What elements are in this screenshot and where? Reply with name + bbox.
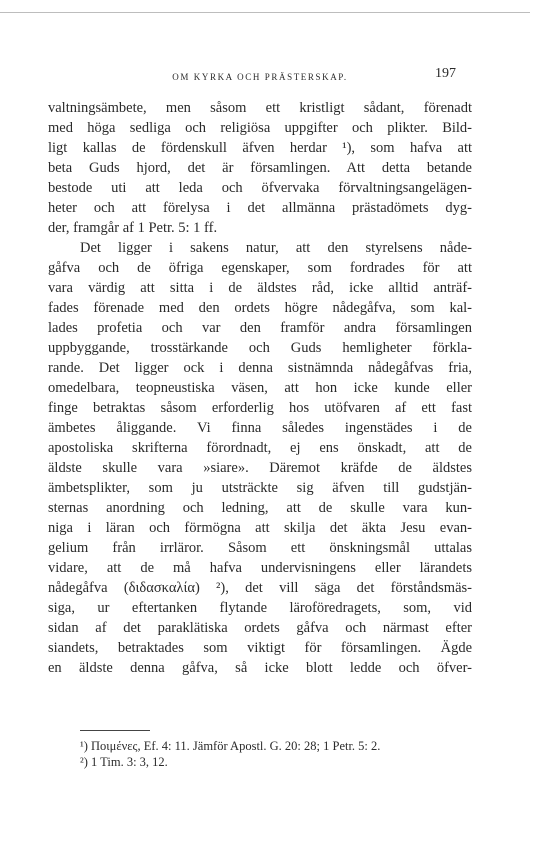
text-line: niga i läran och förmögna att skilja det äkta Jesu evan- (48, 520, 472, 536)
page-number: 197 (435, 66, 456, 81)
footnote: ²) 1 Tim. 3: 3, 12. (80, 755, 168, 769)
text-line: nådegåfva (διδασκαλία) ²), det vill säga det förståndsmäs- (48, 580, 472, 596)
text-line: beta Guds hjord, det är församlingen. Att detta betande (48, 160, 472, 176)
text-line: Det ligger i sakens natur, att den styrelsens nåde- (80, 240, 472, 256)
text-line: der, framgår af 1 Petr. 5: 1 ff. (48, 220, 218, 236)
footnote: ¹) Ποιμένες, Ef. 4: 11. Jämför Apostl. G. 20: 28; 1 Petr. 5: 2. (80, 739, 381, 753)
body-text (48, 98, 472, 678)
running-head: OM KYRKA OCH PRÄSTERSKAP. (172, 72, 348, 82)
text-line: bestode uti att leda och öfvervaka förvaltningsangelägen- (48, 180, 472, 196)
text-line: ämbetes åliggande. Vi finna således ingenstädes i de (48, 420, 472, 436)
text-line: omedelbara, teopneustiska väsen, att hon icke kunde eller (48, 380, 472, 396)
text-line: ämbetsplikter, som ju utsträckte sig äfven till gudstjän- (48, 480, 472, 496)
text-line: rande. Det ligger ock i denna sistnämnda nådegåfvas fria, (48, 360, 472, 376)
text-line: siandets, betraktades som viktigt för församlingen. Ägde (48, 640, 472, 656)
text-line: uppbyggande, trosstärkande och Guds hemligheter förkla- (48, 340, 472, 356)
page-header (48, 66, 472, 86)
text-line: sidan af det paraklätiska ordets gåfva och närmast efter (48, 620, 472, 636)
footnote-divider (80, 730, 150, 731)
text-line: heter och att förelysa i det allmänna prästadömets dyg- (48, 200, 472, 216)
text-line: med höga sedliga och religiösa uppgifter och plikter. Bild- (48, 120, 472, 136)
scan-edge-line (0, 12, 530, 13)
text-line: vidare, att de må hafva undervisningens eller lärandets (48, 560, 472, 576)
text-line: vara värdig att sitta i de äldstes råd, icke alltid anträf- (48, 280, 472, 296)
text-line: gelium från irrläror. Såsom ett önskningsmål uttalas (48, 540, 472, 556)
text-line: apostoliska skrifterna förordnadt, ej ens önskadt, att de (48, 440, 472, 456)
text-line: valtningsämbete, men såsom ett kristligt sådant, förenadt (48, 100, 472, 116)
text-line: sternas anordning och ledning, att de skulle vara kun- (48, 500, 472, 516)
text-line: en äldste denna gåfva, så icke blott ledde och öfver- (48, 660, 472, 676)
text-line: äldste skulle vara »siare». Däremot kräfde de äldstes (48, 460, 472, 476)
text-line: lades profetia och var den framför andra församlingen (48, 320, 472, 336)
footnotes (80, 738, 380, 770)
text-line: finge betraktas såsom erforderlig hos utöfvaren af ett fast (48, 400, 472, 416)
text-line: fades förenade med den ordets högre nådegåfva, som kal- (48, 300, 472, 316)
text-line: ligt kallas de fördenskull äfven herdar ¹), som hafva att (48, 140, 472, 156)
text-line: gåfva och de öfriga egenskaper, som fordrades för att (48, 260, 472, 276)
text-line: siga, ur eftertanken flytande läroföredragets, som, vid (48, 600, 472, 616)
